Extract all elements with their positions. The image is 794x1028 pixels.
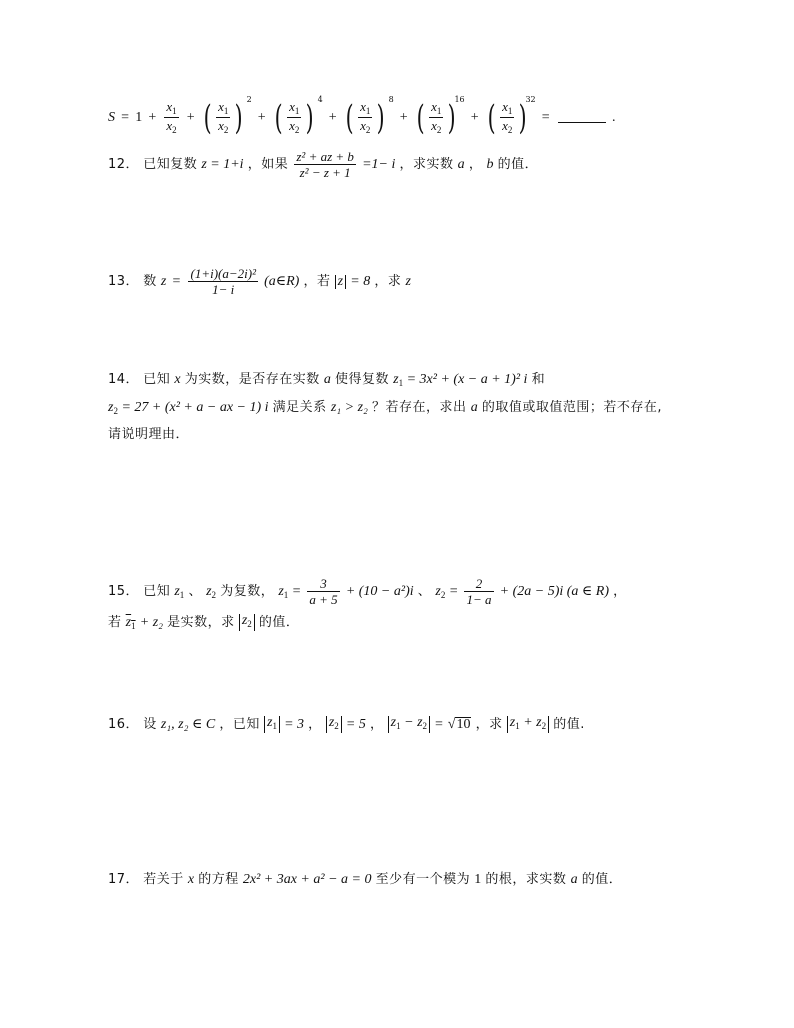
variable-x: x [174, 372, 181, 387]
question-text: 若关于 [143, 872, 184, 887]
question-number: 15． [108, 584, 140, 599]
question-number: 17． [108, 872, 140, 887]
question-text: ？若存在，求出 [372, 400, 467, 415]
answer-blank[interactable] [558, 122, 606, 123]
question-text: ，已知 [219, 717, 260, 732]
question-number: 13． [108, 274, 140, 289]
question-text: 的值． [258, 615, 300, 630]
question-text: 和 [531, 372, 546, 387]
exponent: 32 [525, 95, 536, 104]
period: . [611, 110, 616, 125]
variable-x: x [187, 872, 195, 887]
question-number: 14． [108, 372, 140, 387]
exponent: 2 [246, 95, 252, 104]
value: = 5 [345, 717, 366, 732]
term-one: 1 [135, 110, 143, 125]
fraction-expression: $\frac{\text{(1+i)(a−2i)²}}{1- i}$ [190, 266, 256, 297]
question-text: 若 [108, 615, 122, 630]
equals-sign: = [172, 274, 181, 289]
question-16 [108, 716, 585, 733]
variable-z: z [405, 274, 411, 289]
variable-a: a [457, 157, 465, 172]
relation: z₁ > z₂ [330, 400, 368, 415]
equals-sign: = [121, 110, 130, 125]
fraction-3-over-a-plus-5: $\frac{3}{a + 5}$ [309, 576, 338, 607]
question-text: 的方程 [198, 872, 239, 887]
plus-sign: + [148, 110, 157, 125]
z-definition: z = 1+i [201, 157, 244, 172]
z1-conjugate: $z_1$ [125, 615, 136, 631]
number-one: 1 [474, 872, 482, 887]
power-term-2: ( $\frac{x_1}{x_2}$ ) 2 [203, 95, 252, 138]
exponent: 8 [388, 95, 394, 104]
power-term-4: ( $\frac{x_1}{x_2}$ ) 4 [274, 95, 323, 138]
equals-eight: = 8 [350, 274, 371, 289]
plus-sign: + [257, 110, 266, 125]
question-text: 使得复数 [335, 372, 390, 387]
variable-z: z [160, 274, 167, 289]
q11-formula-line [108, 95, 616, 138]
question-text: 至少有一个模为 [375, 872, 471, 887]
variable-a: a [570, 872, 578, 887]
equation: 2x² + 3ax + a² − a = 0 [242, 872, 372, 887]
question-text: 、 [188, 584, 202, 599]
abs-z1: $z_1$ [264, 716, 280, 733]
power-term-8: ( $\frac{x_1}{x_2}$ ) 8 [345, 95, 394, 138]
comma: ， [468, 157, 483, 172]
s-variable: S [108, 110, 115, 125]
z1-symbol: $z_1$ [174, 584, 185, 600]
question-number: 12． [108, 157, 140, 172]
equals-sign: = [541, 110, 550, 125]
question-text: ，求 [475, 717, 503, 732]
abs-z2: $z_2$ [326, 716, 342, 733]
question-text: 的值． [497, 157, 539, 172]
question-text: 是实数，求 [167, 615, 235, 630]
question-text: 为实数，是否存在实数 [184, 372, 320, 387]
value: = 3 [284, 717, 305, 732]
z2-definition: $z_2$ = [435, 584, 459, 600]
abs-z2: $z_2$ [239, 614, 255, 631]
question-text: ， [308, 717, 322, 732]
question-15-line-1 [108, 577, 627, 606]
equals-sign: = [434, 717, 444, 732]
question-14-line-2 [108, 401, 662, 416]
question-text: 的取值或取值范围；若不存在, [481, 400, 662, 415]
question-text: 已知 [143, 584, 171, 599]
plus-sign: + [328, 110, 337, 125]
abs-z1-minus-z2: $z_1 - z_2$ [388, 716, 430, 733]
question-13 [108, 267, 411, 296]
question-number: 16． [108, 717, 140, 732]
exponent: 4 [317, 95, 323, 104]
question-text: 设 [143, 717, 157, 732]
question-12 [108, 150, 538, 179]
question-14-line-1 [108, 373, 545, 388]
z1-rest: + (10 − a²)i [345, 584, 414, 599]
sqrt-10: √10 [447, 717, 471, 732]
variable-a: a [470, 400, 478, 415]
question-text: 的值. [553, 717, 585, 732]
exponent: 16 [454, 95, 465, 104]
question-17 [108, 873, 622, 887]
z2-rest: + (2a − 5)i (a ∈ R) [499, 584, 609, 599]
question-text: ， [370, 717, 384, 732]
question-text: 请说明理由． [108, 427, 190, 442]
z2-symbol: $z_2$ [206, 584, 217, 600]
question-text: 的值． [581, 872, 623, 887]
question-text: ，求实数 [399, 157, 454, 172]
abs-z: z [335, 275, 346, 289]
question-text: ，若 [303, 274, 331, 289]
fraction-expression: $\frac{\text{z² + az + b}}{\text{z² − z + 1}}$ [296, 149, 354, 180]
question-text: 已知 [143, 372, 171, 387]
power-term-16: ( $\frac{x_1}{x_2}$ ) 16 [416, 95, 465, 138]
question-14-line-3 [108, 428, 189, 441]
question-text: 的根，求实数 [485, 872, 567, 887]
question-15-line-2 [108, 614, 299, 631]
z1-expression: $z_1 = 3x^2 + (x - a + 1)^2$ i [393, 372, 528, 388]
abs-z1-plus-z2: $z_1 + z_2$ [507, 716, 549, 733]
question-text: 、 [417, 584, 432, 599]
question-text: ， [613, 584, 627, 599]
z2-expression: $z_2 = 27 + (x^2 + a$ − ax − 1) i [108, 400, 269, 416]
fraction-2-over-1-minus-a: $\frac{2}{1- a}$ [466, 576, 492, 607]
plus-sign: + [399, 110, 408, 125]
question-text: ，求 [374, 274, 402, 289]
question-text: 满足关系 [272, 400, 327, 415]
question-text: 已知复数 [143, 157, 198, 172]
plus-z2: + z₂ [139, 615, 164, 630]
power-term-32: ( $\frac{x_1}{x_2}$ ) 32 [487, 95, 536, 138]
set-membership: z₁, z₂ ∈ C [160, 717, 216, 732]
variable-b: b [486, 157, 494, 172]
condition: (a∈R) [264, 274, 300, 289]
question-text: 数 [143, 274, 157, 289]
rhs-expression: =1− i [362, 157, 396, 172]
fraction-x1-x2: $\frac{x_1}{x_2}$ [166, 99, 177, 135]
plus-sign: + [470, 110, 479, 125]
plus-sign: + [186, 110, 195, 125]
variable-a: a [323, 372, 331, 387]
question-text: ，如果 [247, 157, 289, 172]
z1-definition: $z_1$ = [278, 584, 302, 600]
question-text: 为复数， [220, 584, 275, 599]
